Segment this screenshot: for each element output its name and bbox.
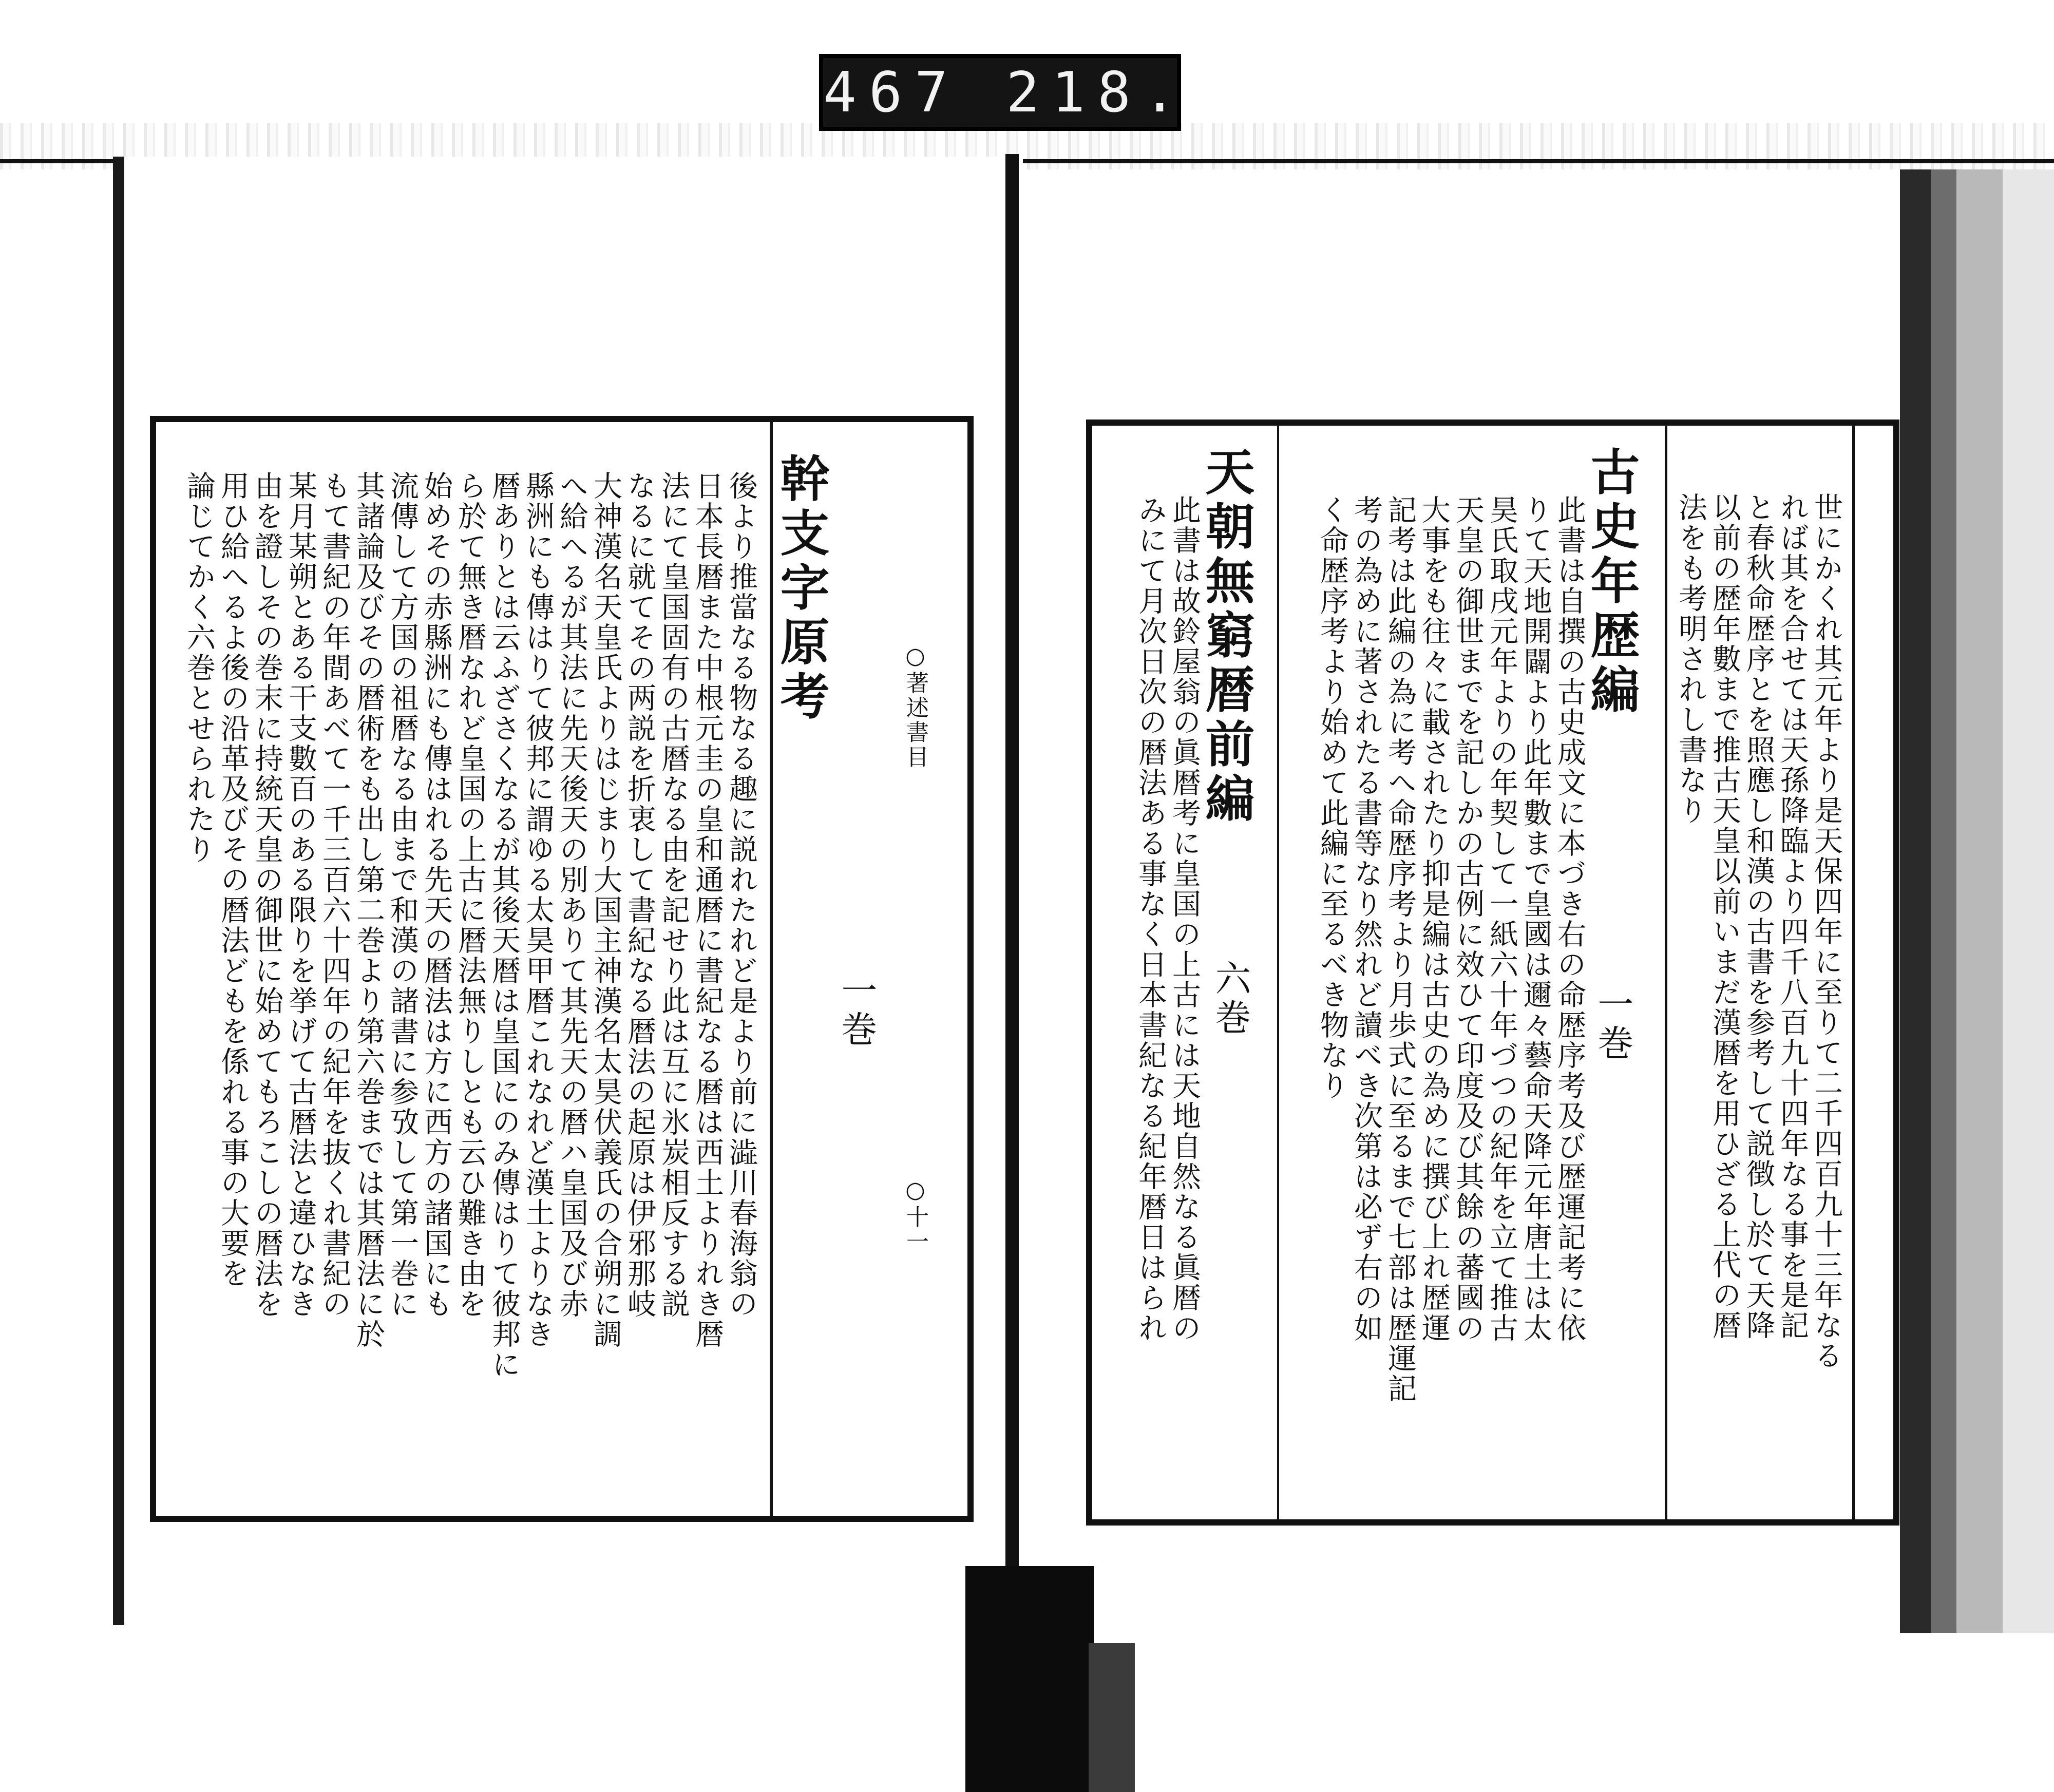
text-column: 記考は此編の為に考へ命歴序考より月歩式に至るまで七部は歴運記 (1383, 495, 1417, 1404)
left-margin-column (772, 432, 965, 1500)
text-column: 此書は故鈴屋翁の眞暦考に皇国の上古には天地自然なる眞暦の (1168, 495, 1201, 1343)
text-column: 用ひ給へるよ後の沿革及びその暦法どもを係れる事の大要を (216, 471, 250, 1289)
text-column: 其諸論及びその暦術をも出し第二巻より第六巻までは其暦法に於 (352, 471, 385, 1349)
left-body (177, 471, 757, 1488)
text-column: りて天地開闢より此年數まで皇國は邇々藝命天降元年唐土は太 (1519, 495, 1552, 1343)
spine-base-shadow (1089, 1643, 1135, 1792)
text-column: 大神漢名天皇氏よりはじまり大国主神漢名太昊伏義氏の合朔に調 (589, 471, 622, 1349)
text-column: 日本長暦また中根元圭の皇和通暦に書紀なる暦は西土よりれき暦 (691, 471, 724, 1349)
text-column: なるに就てその两説を折衷して書紀なる暦法の起原は伊邪那岐 (623, 471, 656, 1319)
text-column: 考の為めに著されたる書等なり然れど讀べき次第は必ず右の如 (1349, 495, 1383, 1343)
book2-title: 天朝無窮暦前編 (1197, 446, 1256, 827)
right-page (1024, 169, 1928, 1623)
book1-section (1287, 446, 1657, 1509)
right-frame-rule (1277, 426, 1279, 1519)
text-column: 論じてかく六巻とせられたり (182, 471, 216, 865)
text-column: ら於て無き暦なれど皇国の上古に暦法無りしとも云ひ難き由を (453, 471, 487, 1319)
call-number-text: 467 218. (823, 61, 1189, 125)
text-column: 由を證しその巻末に持統天皇の御世に始めてもろこしの暦法を (250, 471, 283, 1319)
text-column: 昊氏取戌元年よりの年契して一紙六十年づつの紀年を立て推古 (1485, 495, 1518, 1343)
text-column: みにて月次日次の暦法ある事なく日本書紀なる紀年暦日はられ (1134, 495, 1167, 1343)
text-column: もて書紀の年間あべて一千三百六十四年の紀年を抜くれ書紀の (318, 471, 351, 1319)
spine-base (965, 1566, 1094, 1792)
text-column: 流傳して方国の祖暦なる由まで和漢の諸書に参攷して第一巻に (386, 471, 419, 1319)
call-number-label (819, 54, 1189, 131)
text-column: 此書は自撰の古史成文に本づき右の命歴序考及び歴運記考に依 (1553, 495, 1586, 1343)
book-spine (1005, 154, 1019, 1571)
section-heading: ○著述書目 (902, 643, 928, 770)
book2-section (1102, 446, 1272, 1509)
text-column: 世にかくれ其元年より是天保四年に至りて二千四百九十三年なる (1810, 492, 1843, 1371)
left-page (113, 157, 1023, 1625)
text-column: 後より推當なる物なる趣に説れたれど是より前に澁川春海翁の (725, 471, 758, 1319)
right-text-frame (1086, 420, 1899, 1526)
text-column: 法にて皇国固有の古暦なる由を記せり此は互に氷炭相反する説 (657, 471, 690, 1319)
left-text-frame (150, 416, 974, 1522)
text-column: 某月某朔とある干支數百のある限りを挙げて古暦法と違ひなき (284, 471, 317, 1319)
right-frame-rule (1665, 426, 1667, 1519)
page-edge-shadow (1900, 169, 2054, 1633)
intro-text (1674, 492, 1843, 1499)
text-column: 縣洲にも傳はりて彼邦に謂ゆる太昊甲暦これなれど漢土よりなき (521, 471, 555, 1349)
right-frame-rule (1852, 426, 1855, 1519)
book-title: 幹支字原考 (772, 453, 830, 725)
text-column: 以前の歴年數まで推古天皇以前いまだ漢暦を用ひざる上代の暦 (1708, 492, 1741, 1341)
text-column: く命歴序考より始めて此編に至るべき物なり (1316, 495, 1349, 1101)
book1-volume: 一巻 (1592, 985, 1634, 1063)
text-column: へ給へるが其法に先天後天の別ありて其先天の暦ハ皇国及び赤 (555, 471, 588, 1319)
book1-title: 古史年歴編 (1583, 446, 1641, 718)
text-column: 天皇の御世までを記しかの古例に效ひて印度及び其餘の蕃國の (1451, 495, 1485, 1343)
page-number: ○十一 (902, 1177, 928, 1254)
text-column: 法をも考明されし書なり (1674, 492, 1707, 826)
text-column: 暦ありとは云ふざさくなるが其後天暦は皇国にのみ傳はりて彼邦に (487, 471, 521, 1380)
text-column: れば其を合せては天孫降臨より四千八百九十四年なる事を是記 (1776, 492, 1809, 1341)
text-column: と春秋命歴序とを照應し和漢の古書を参考して説徴し於て天降 (1742, 492, 1775, 1341)
book2-volume: 六巻 (1209, 960, 1251, 1038)
volume-count: 一巻 (835, 971, 878, 1050)
text-column: 始めその赤縣洲にも傳はれる先天の暦法は方に西方の諸国にも (420, 471, 453, 1319)
text-column: 大事をも往々に載されたり抑是編は古史の為めに撰び上れ歴運 (1417, 495, 1451, 1343)
